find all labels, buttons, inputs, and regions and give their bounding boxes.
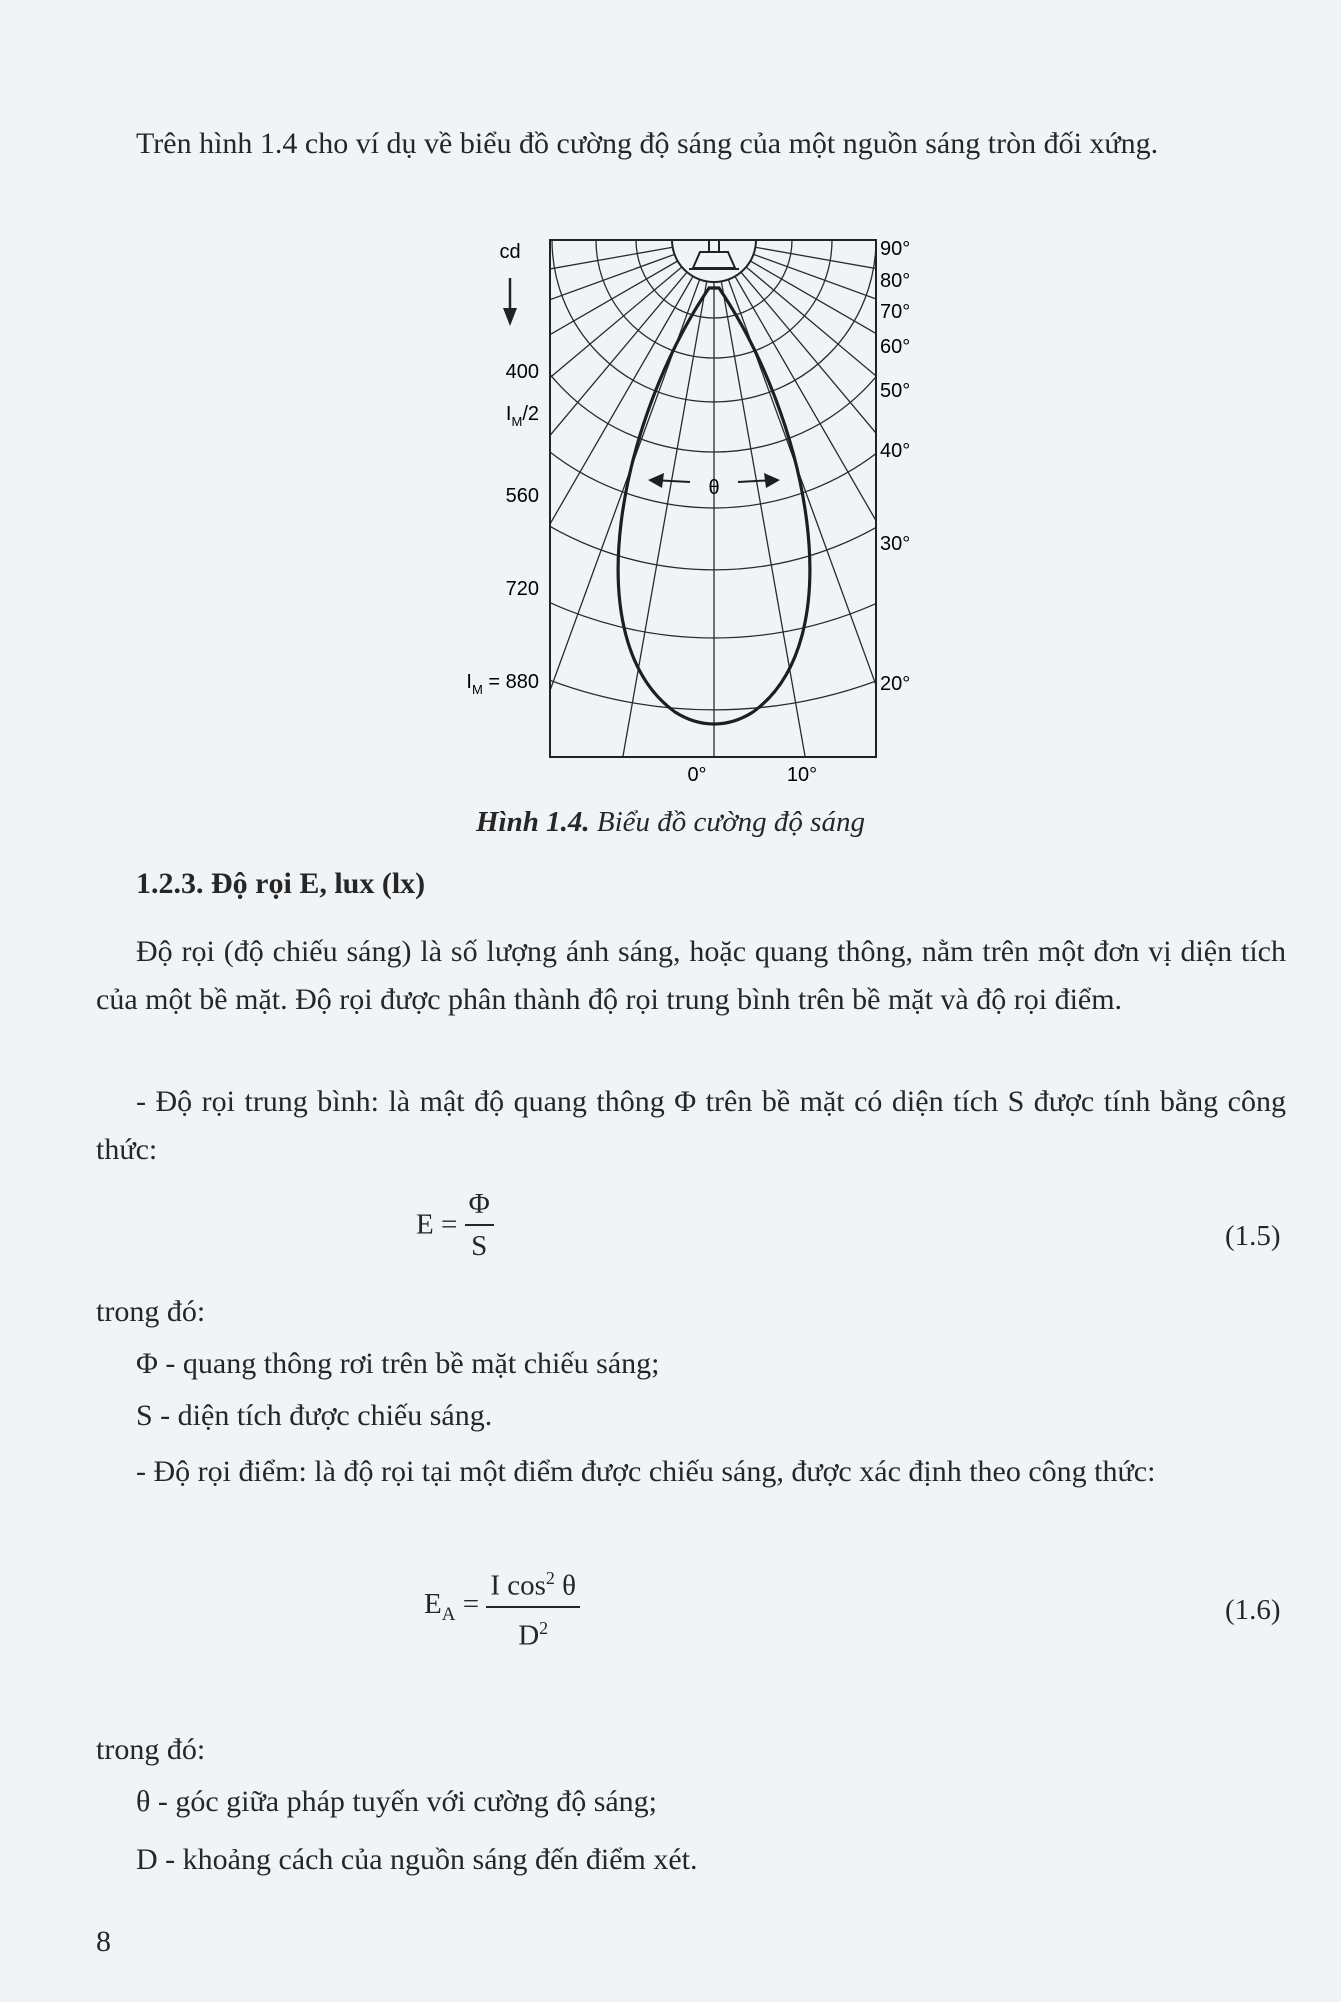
- grid-radial: [721, 281, 870, 800]
- angle-80: 80°: [880, 270, 911, 292]
- where-label-2: trong đó:: [96, 1733, 206, 1766]
- intensity-diagram: [0, 0, 1341, 800]
- definition-phi: Φ - quang thông rơi trên bề mặt chiếu sáng;: [136, 1347, 660, 1380]
- label-560: 560: [505, 485, 539, 507]
- grid-radial: [406, 279, 699, 800]
- angle-30: 30°: [880, 533, 911, 555]
- label-720: 720: [505, 578, 539, 600]
- point-illuminance-paragraph: - Độ rọi điểm: là độ rọi tại một điểm được chiếu sáng, được xác định theo công thức:: [136, 1455, 1156, 1488]
- angle-20: 20°: [880, 673, 911, 695]
- grid-radial: [558, 281, 707, 800]
- grid-radial: [755, 247, 1341, 396]
- grid-lines: [0, 240, 1341, 800]
- unit-label: cd: [499, 241, 521, 263]
- equation-1-5: E = $\frac{\Phi}{S}$: [416, 1186, 494, 1264]
- label-400: 400: [505, 361, 539, 383]
- definition-d: D - khoảng cách của nguồn sáng đến điểm xét.: [136, 1843, 698, 1876]
- angle-60: 60°: [880, 336, 911, 358]
- where-label-1: trong đó:: [96, 1295, 206, 1328]
- theta-label: θ: [708, 477, 720, 499]
- definition-paragraph: Độ rọi (độ chiếu sáng) là số lượng ánh sáng, hoặc quang thông, nằm trên một đơn vị diện tích của một bề mặt. Độ rọi được phân thành độ rọi trung bình trên bề mặt và độ rọi điểm.: [96, 935, 1286, 1016]
- lamp-icon: [689, 240, 739, 269]
- grid-radial: [750, 261, 1341, 690]
- average-illuminance-paragraph: - Độ rọi trung bình: là mật độ quang thông Φ trên bề mặt có diện tích S được tính bằng công thức:: [96, 1085, 1286, 1166]
- equation-1-6: $E_A$ = $\frac{I \cos^2 \theta}{D^2}$: [424, 1560, 580, 1653]
- grid-radial: [25, 267, 682, 800]
- definition-theta: θ - góc giữa pháp tuyến với cường độ sáng;: [136, 1785, 658, 1818]
- definition-s: S - diện tích được chiếu sáng.: [136, 1399, 493, 1432]
- angle-40: 40°: [880, 440, 911, 462]
- polar-grid: [0, 240, 1341, 800]
- intro-paragraph: Trên hình 1.4 cho ví dụ về biểu đồ cường độ sáng của một nguồn sáng tròn đối xứng.: [136, 127, 1159, 160]
- equation-1-5-number: (1.5): [1225, 1220, 1281, 1252]
- angle-50: 50°: [880, 380, 911, 402]
- section-heading: 1.2.3. Độ rọi E, lux (lx): [136, 867, 426, 900]
- bottom-10: 10°: [786, 764, 818, 786]
- angle-90: 90°: [880, 238, 911, 260]
- down-arrow-icon: [503, 278, 517, 326]
- equation-1-6-number: (1.6): [1225, 1594, 1281, 1626]
- label-im-half: $I_M/2$: [505, 403, 539, 429]
- page-number: 8: [96, 1925, 111, 1958]
- grid-radial: [0, 254, 675, 547]
- bottom-0: 0°: [687, 764, 707, 786]
- grid-radial: [753, 254, 1341, 547]
- figure-caption: Hình 1.4. Biểu đồ cường độ sáng: [476, 806, 865, 838]
- label-im-max: $I_M = 880$: [466, 671, 539, 697]
- grid-radial: [135, 272, 687, 800]
- angle-70: 70°: [880, 301, 911, 323]
- grid-radial: [741, 272, 1293, 800]
